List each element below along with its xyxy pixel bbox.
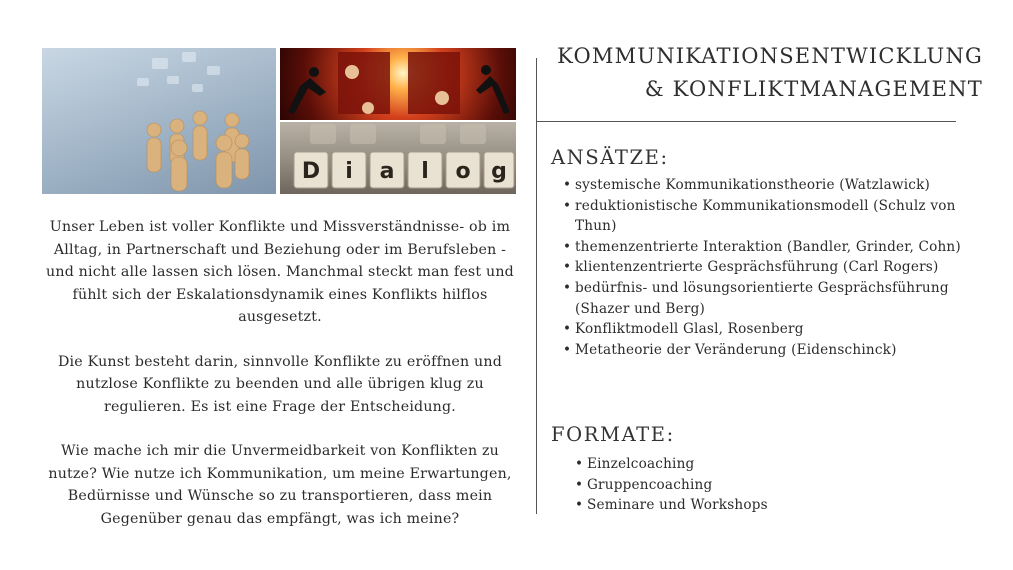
horizontal-divider (536, 121, 956, 122)
page-title (557, 40, 983, 106)
formats-list (574, 454, 874, 516)
dice-letter: o (455, 159, 471, 184)
wooden-figures-illustration (42, 48, 276, 194)
dice-letter: l (421, 159, 429, 184)
approaches-list (562, 175, 962, 360)
vertical-divider (536, 58, 537, 514)
dice-letter: D (301, 159, 321, 184)
puzzle-illustration (280, 48, 516, 120)
title-line-2: & KONFLIKTMANAGEMENT (644, 77, 983, 101)
list-item: • Gruppencoaching (574, 475, 874, 496)
formats-heading: FORMATE: (551, 423, 675, 446)
list-item: • Konfliktmodell Glasl, Rosenberg (562, 319, 962, 340)
approaches-heading: ANSÄTZE: (551, 146, 669, 169)
list-item: • reduktionistische Kommunikationsmodell (Schulz von Thun) (562, 196, 962, 237)
dice-letter: g (491, 159, 507, 184)
list-item: • Einzelcoaching (574, 454, 874, 475)
dialog-dice-illustration (280, 122, 516, 194)
list-item: • Metatheorie der Veränderung (Eidenschinck) (562, 340, 962, 361)
list-item: • Seminare und Workshops (574, 495, 874, 516)
wooden-figures-image (42, 48, 276, 194)
list-item: • themenzentrierte Interaktion (Bandler, Grinder, Cohn) (562, 237, 962, 258)
dice-letter: a (379, 159, 395, 184)
title-line-1: KOMMUNIKATIONSENTWICKLUNG (557, 44, 983, 68)
puzzle-silhouettes-image (280, 48, 516, 120)
intro-paragraph-1: Unser Leben ist voller Konflikte und Missverständnisse- ob im Alltag, in Partnerschaft und Beziehung oder im Berufsleben - und nicht alle lassen sich lösen. Manchmal steckt man fest und fühlt sich der Eskalationsdynamik eines Konflikts hilflos ausgesetzt. (46, 219, 514, 325)
list-item: • systemische Kommunikationstheorie (Watzlawick) (562, 175, 962, 196)
intro-paragraph-2: Die Kunst besteht darin, sinnvolle Konflikte zu eröffnen und nutzlose Konflikte zu beenden und alle übrigen klug zu regulieren. Es ist eine Frage der Entscheidung. (57, 353, 503, 415)
dice-letter: i (345, 159, 353, 184)
list-item: • klientenzentrierte Gesprächsführung (Carl Rogers) (562, 257, 962, 278)
list-item: • bedürfnis- und lösungsorientierte Gesprächsführung (Shazer und Berg) (562, 278, 962, 319)
intro-paragraph-3: Wie mache ich mir die Unvermeidbarkeit von Konflikten zu nutze? Wie nutze ich Kommunikation, um meine Erwartungen, Bedürnisse und Wünsche so zu transportieren, dass mein Gegenüber genau das empfängt, was ich meine? (48, 443, 512, 527)
dialog-dice-image (280, 122, 516, 194)
intro-text (40, 216, 520, 552)
